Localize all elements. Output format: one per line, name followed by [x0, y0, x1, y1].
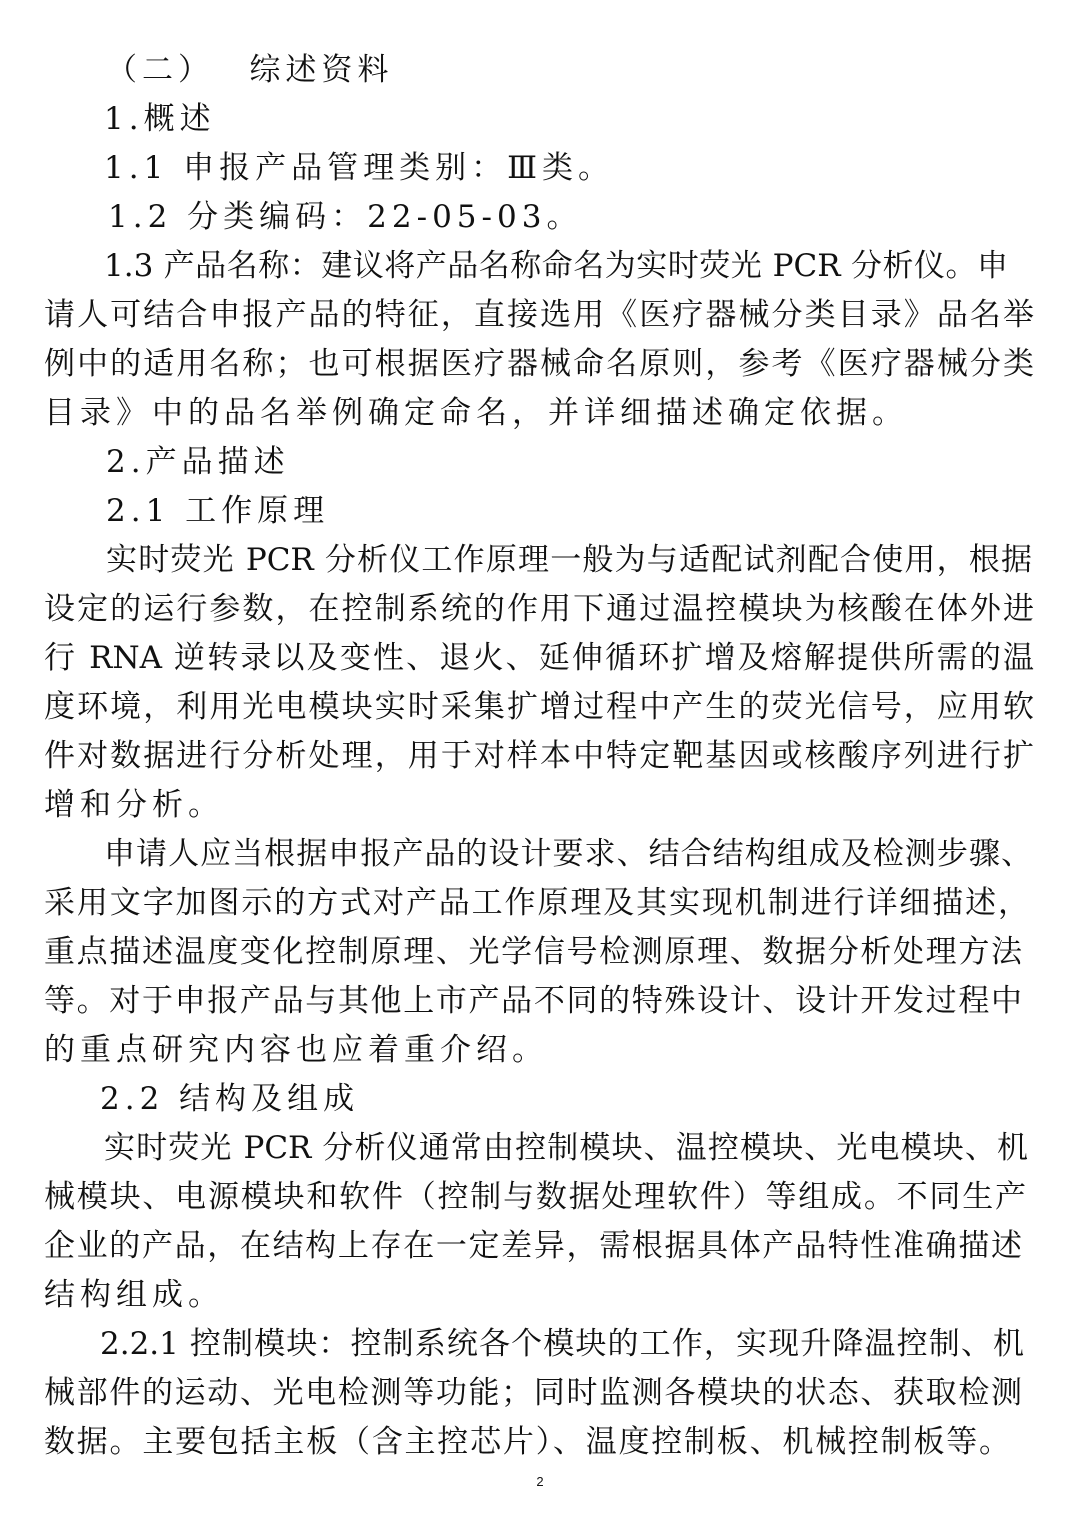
paragraph-line: 结构组成。: [44, 1277, 224, 1313]
heading-overview: 1.概述: [104, 101, 216, 137]
item-management-category: 1.1 申报产品管理类别：Ⅲ类。: [104, 150, 615, 186]
paragraph-line: 实时荧光 PCR 分析仪工作原理一般为与适配试剂配合使用，根据: [106, 542, 1032, 578]
paragraph-line: 的重点研究内容也应着重介绍。: [44, 1032, 548, 1068]
item-classification-code: 1.2 分类编码：22-05-03。: [108, 199, 583, 235]
paragraph-line: 械部件的运动、光电检测等功能；同时监测各模块的状态、获取检测: [44, 1375, 1022, 1411]
paragraph-line: 等。对于申报产品与其他上市产品不同的特殊设计、设计开发过程中: [44, 983, 1022, 1019]
paragraph-line: 实时荧光 PCR 分析仪通常由控制模块、温控模块、光电模块、机: [104, 1130, 1028, 1166]
paragraph-line: 件对数据进行分析处理，用于对样本中特定靶基因或核酸序列进行扩: [44, 738, 1034, 774]
paragraph-line: 数据。主要包括主板（含主控芯片）、温度控制板、机械控制板等。: [44, 1424, 1010, 1460]
heading-product-description: 2.产品描述: [106, 444, 290, 480]
paragraph-line: 2.2.1 控制模块：控制系统各个模块的工作，实现升降温控制、机: [100, 1326, 1024, 1362]
section-title: （二） 综述资料: [106, 52, 394, 88]
paragraph-line: 申请人应当根据申报产品的设计要求、结合结构组成及检测步骤、: [104, 836, 1032, 872]
paragraph-line: 度环境，利用光电模块实时采集扩增过程中产生的荧光信号，应用软: [44, 689, 1034, 725]
heading-working-principle: 2.1 工作原理: [106, 493, 330, 529]
heading-structure: 2.2 结构及组成: [100, 1081, 360, 1117]
paragraph-line: 1.3 产品名称：建议将产品名称命名为实时荧光 PCR 分析仪。申: [104, 248, 1008, 284]
page-number: 2: [536, 1474, 544, 1489]
paragraph-line: 例中的适用名称；也可根据医疗器械命名原则，参考《医疗器械分类: [44, 346, 1034, 382]
paragraph-line: 企业的产品，在结构上存在一定差异，需根据具体产品特性准确描述: [44, 1228, 1022, 1264]
paragraph-line: 设定的运行参数，在控制系统的作用下通过温控模块为核酸在体外进: [44, 591, 1034, 627]
paragraph-line: 行 RNA 逆转录以及变性、退火、延伸循环扩增及熔解提供所需的温: [44, 640, 1034, 676]
paragraph-line: 增和分析。: [44, 787, 224, 823]
paragraph-line: 请人可结合申报产品的特征，直接选用《医疗器械分类目录》品名举: [44, 297, 1034, 333]
paragraph-line: 采用文字加图示的方式对产品工作原理及其实现机制进行详细描述，: [44, 885, 1029, 921]
paragraph-line: 目录》中的品名举例确定命名，并详细描述确定依据。: [44, 395, 908, 431]
paragraph-line: 械模块、电源模块和软件（控制与数据处理软件）等组成。不同生产: [44, 1179, 1026, 1215]
paragraph-line: 重点描述温度变化控制原理、光学信号检测原理、数据分析处理方法: [44, 934, 1022, 970]
